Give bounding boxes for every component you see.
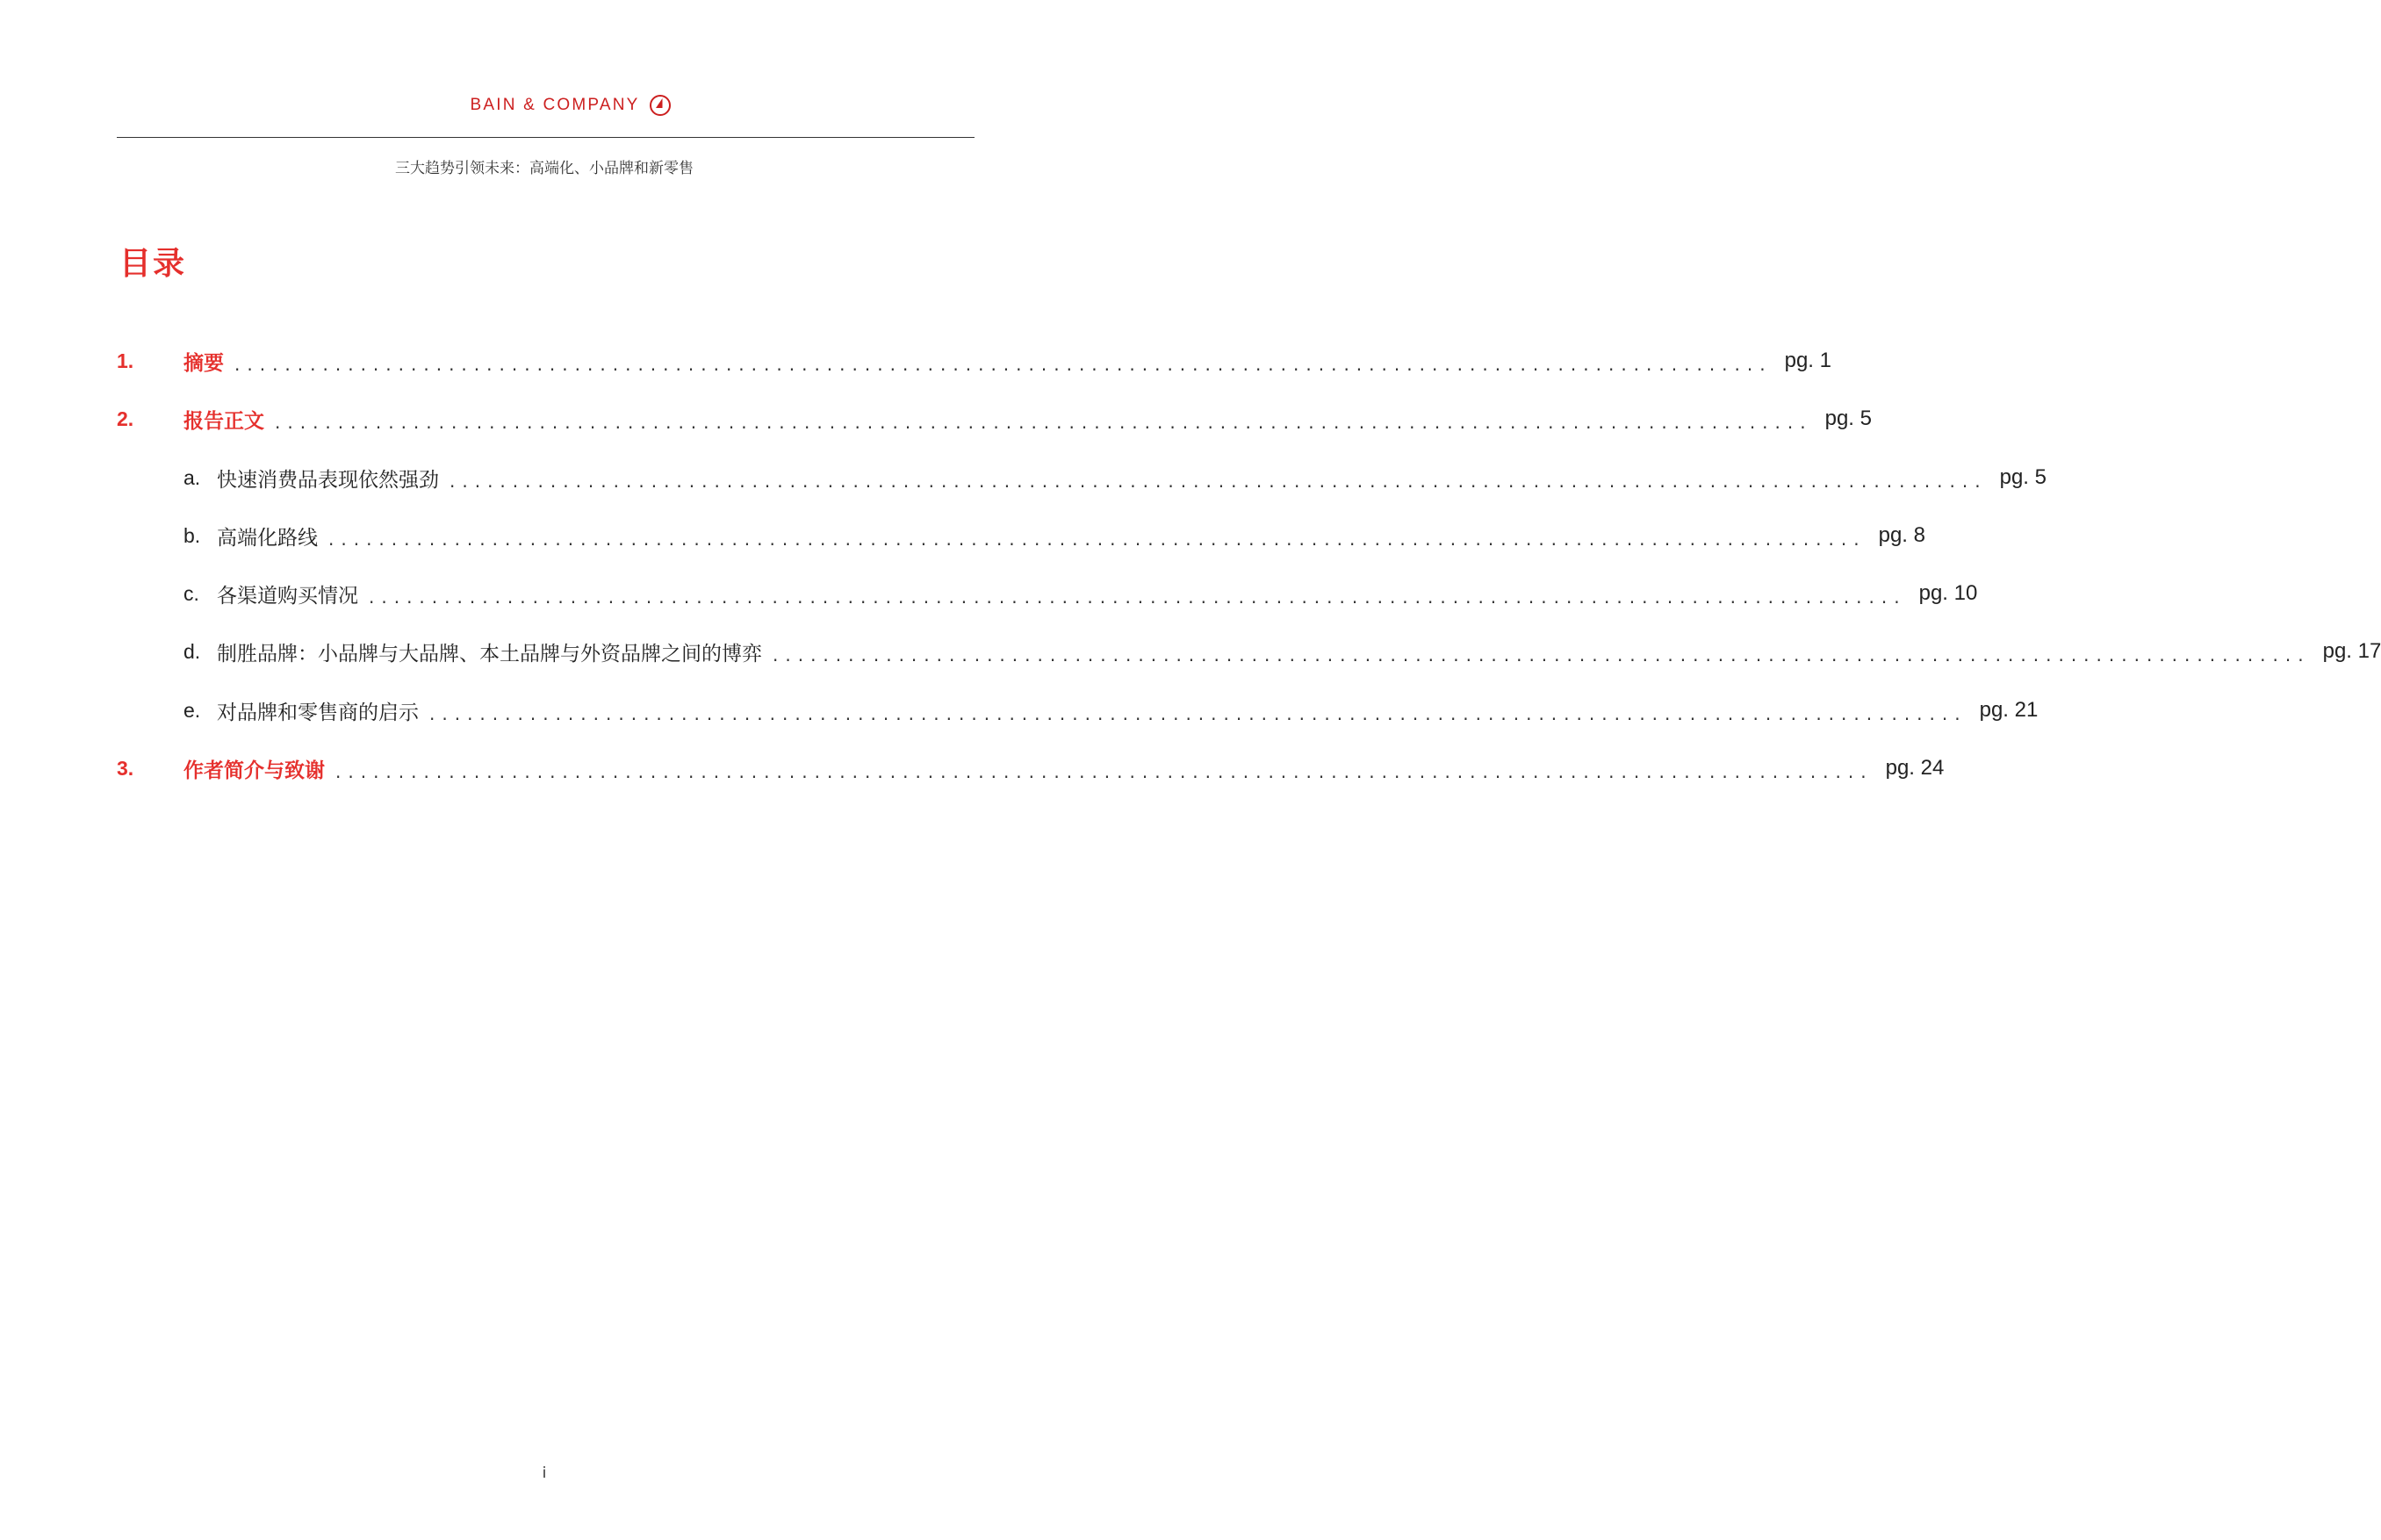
toc-entry-page: pg. 1 — [1784, 349, 1831, 372]
toc-subentry-letter: c. — [183, 581, 199, 605]
toc-entry-label: 对品牌和零售商的启示 — [217, 701, 419, 724]
toc-subentry[interactable] — [117, 520, 1925, 551]
header-divider — [117, 137, 975, 138]
toc-entry-page: pg. 5 — [1999, 465, 2047, 489]
toc-subentry-letter: a. — [183, 465, 201, 489]
report-title — [0, 155, 1089, 177]
toc-entry-label: 制胜品牌：小品牌与大品牌、本土品牌与外资品牌之间的博弈 — [217, 642, 762, 666]
toc-heading: 目录 — [119, 246, 187, 282]
toc-entry-page: pg. 24 — [1885, 756, 1945, 780]
toc-entry-label: 高端化路线 — [217, 526, 318, 550]
header — [0, 93, 1089, 118]
toc-entry-label: 报告正文 — [183, 409, 264, 433]
brand-logo — [470, 94, 671, 117]
toc-subentry-letter: e. — [183, 698, 201, 722]
brand-name: BAIN & COMPANY — [470, 96, 640, 114]
toc-subentry[interactable] — [117, 694, 2039, 726]
toc-entry-page: pg. 17 — [2322, 639, 2381, 663]
toc-subentry[interactable] — [117, 462, 2047, 493]
toc-entry[interactable] — [117, 752, 1945, 784]
toc-leader-dots: .......................................................................................................................... — [429, 703, 1967, 724]
toc-leader-dots: .......................................................................................................................... — [234, 354, 1773, 375]
toc-entry-page: pg. 21 — [1979, 698, 2039, 722]
toc-subentry[interactable] — [117, 636, 2381, 667]
toc-leader-dots: .......................................................................................................................... — [335, 761, 1874, 782]
toc-leader-dots: .......................................................................................................................... — [773, 644, 2311, 666]
toc-subentry-letter: d. — [183, 639, 201, 663]
toc-entry[interactable] — [117, 345, 1831, 377]
toc-entry-label: 作者简介与致谢 — [183, 759, 325, 782]
toc-leader-dots: .......................................................................................................................... — [328, 529, 1867, 550]
toc-entry-page: pg. 5 — [1824, 407, 1872, 430]
page-number: i — [542, 1464, 547, 1482]
toc-entry-label: 快速消费品表现依然强劲 — [217, 468, 439, 492]
toc-leader-dots: .......................................................................................................................... — [275, 412, 1813, 433]
report-title-text: 三大趋势引领未来：高端化、小品牌和新零售 — [395, 160, 694, 177]
toc-leader-dots: .......................................................................................................................... — [450, 471, 1988, 492]
toc-entry-label: 各渠道购买情况 — [217, 584, 358, 608]
toc-entry[interactable] — [117, 403, 1872, 435]
bain-compass-icon — [649, 94, 672, 117]
toc-entry-page: pg. 10 — [1918, 581, 1978, 605]
toc-subentry[interactable] — [117, 578, 1978, 609]
toc-entry-number: 1. — [117, 349, 134, 372]
toc-entry-label: 摘要 — [183, 351, 224, 375]
toc-entry-page: pg. 8 — [1878, 523, 1925, 547]
toc-entry-number: 2. — [117, 407, 134, 430]
toc-subentry-letter: b. — [183, 523, 201, 547]
toc-entry-number: 3. — [117, 756, 134, 780]
toc-leader-dots: .......................................................................................................................... — [369, 586, 1907, 608]
